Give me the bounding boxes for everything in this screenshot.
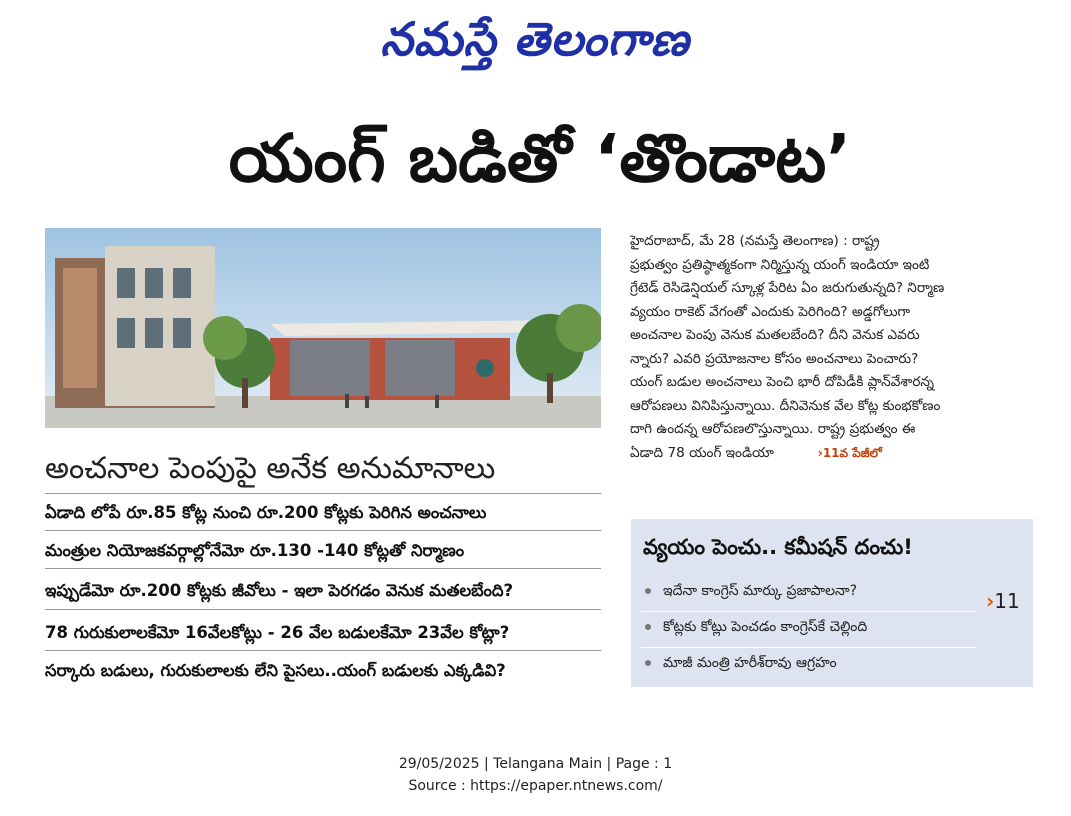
bullet-line: మంత్రుల నియోజకవర్గాల్లోనేమో రూ.130 -140 కోట్లతో నిర్మాణం: [45, 541, 465, 560]
divider: [45, 568, 601, 569]
article-line: హైదరాబాద్, మే 28 (నమస్తే తెలంగాణ) : రాష్ట్ర: [630, 233, 880, 249]
article-line: న్నారు? ఎవరి ప్రయోజనాల కోసం అంచనాలు పెంచారు?: [630, 350, 919, 367]
school-building-photo: [45, 228, 601, 428]
bullet-line: ఏడాది లోపే రూ.85 కోట్ల నుంచి రూ.200 కోట్లకు పెరిగిన అంచనాలు: [45, 503, 487, 522]
bullet-dot-icon: [645, 660, 651, 666]
article-line: అంచనాల పెంపు వెనుక మతలబేంది? దీని వెనుక ఎవరు: [630, 327, 920, 343]
article-body: [630, 230, 1034, 465]
footer-source-line: Source : https://epaper.ntnews.com/: [408, 778, 663, 794]
sidebar-title: వ్యయం పెంచు.. కమీషన్ దంచు!: [643, 535, 913, 559]
bullet-dot-icon: [645, 588, 651, 594]
divider: [45, 650, 601, 651]
article-line: ఆరోపణలు వినిపిస్తున్నాయి. దీనివెనుక వేల కోట్ల కుంభకోణం: [630, 397, 941, 414]
sidebar-box: [631, 519, 1033, 687]
sidebar-item: మాజీ మంత్రి హరీశ్‌రావు ఆగ్రహం: [645, 655, 837, 674]
chevron-right-icon: ›: [986, 589, 995, 613]
divider: [45, 609, 601, 610]
bullet-dot-icon: [645, 624, 651, 630]
page-reference[interactable]: ›11: [986, 589, 1020, 613]
sub-heading: అంచనాల పెంపుపై అనేక అనుమానాలు: [45, 451, 496, 486]
continued-link[interactable]: ›11వ పేజీలో: [817, 445, 882, 460]
article-line-last: [630, 442, 1034, 466]
headline: యంగ్ బడితో ‘తొండాట’: [228, 120, 852, 197]
footer-date-line: 29/05/2025 | Telangana Main | Page : 1: [398, 756, 673, 772]
article-line: ఏడాది 78 యంగ్ ఇండియా: [630, 444, 774, 461]
divider: [45, 493, 601, 494]
bullet-line: 78 గురుకులాలకేమో 16వేలకోట్లు - 26 వేల బడులకేమో 23వేల కోట్లా?: [45, 623, 510, 642]
divider: [641, 611, 976, 612]
article-line: దాగి ఉందన్న ఆరోపణలొస్తున్నాయి. రాష్ట్ర ప్రభుత్వం ఈ: [630, 421, 916, 437]
masthead-logo: నమస్తే తెలంగాణ: [380, 12, 690, 66]
sidebar-item: కోట్లకు కోట్లు పెంచడం కాంగ్రెస్‌కే చెల్లింది: [645, 619, 867, 638]
divider: [45, 530, 601, 531]
article-line: గ్రేటెడ్ రెసిడెన్షియల్ స్కూళ్ల పేరిట ఏం జరుగుతున్నది? నిర్మాణ: [630, 280, 945, 296]
article-line: యంగ్ బడుల అంచనాలు పెంచి భారీ దోపిడీకి ప్లాన్‌వేశారన్న: [630, 374, 934, 390]
article-line: వ్యయం రాకెట్ వేగంతో ఎందుకు పెరిగింది? అడ్డగోలుగా: [630, 303, 911, 320]
bullet-line: ఇప్పుడేమో రూ.200 కోట్లకు జీవోలు - ఇలా పెరగడం వెనుక మతలబేంది?: [45, 581, 514, 600]
bullet-line: సర్కారు బడులు, గురుకులాలకు లేని పైసలు..యంగ్ బడులకు ఎక్కడివి?: [45, 661, 506, 680]
divider: [641, 647, 976, 648]
sidebar-item: ఇదేనా కాంగ్రెస్ మార్కు ప్రజాపాలనా?: [645, 583, 857, 602]
article-line: ప్రభుత్వం ప్రతిష్ఠాత్మకంగా నిర్మిస్తున్న యంగ్ ఇండియా ఇంటి: [630, 256, 930, 273]
